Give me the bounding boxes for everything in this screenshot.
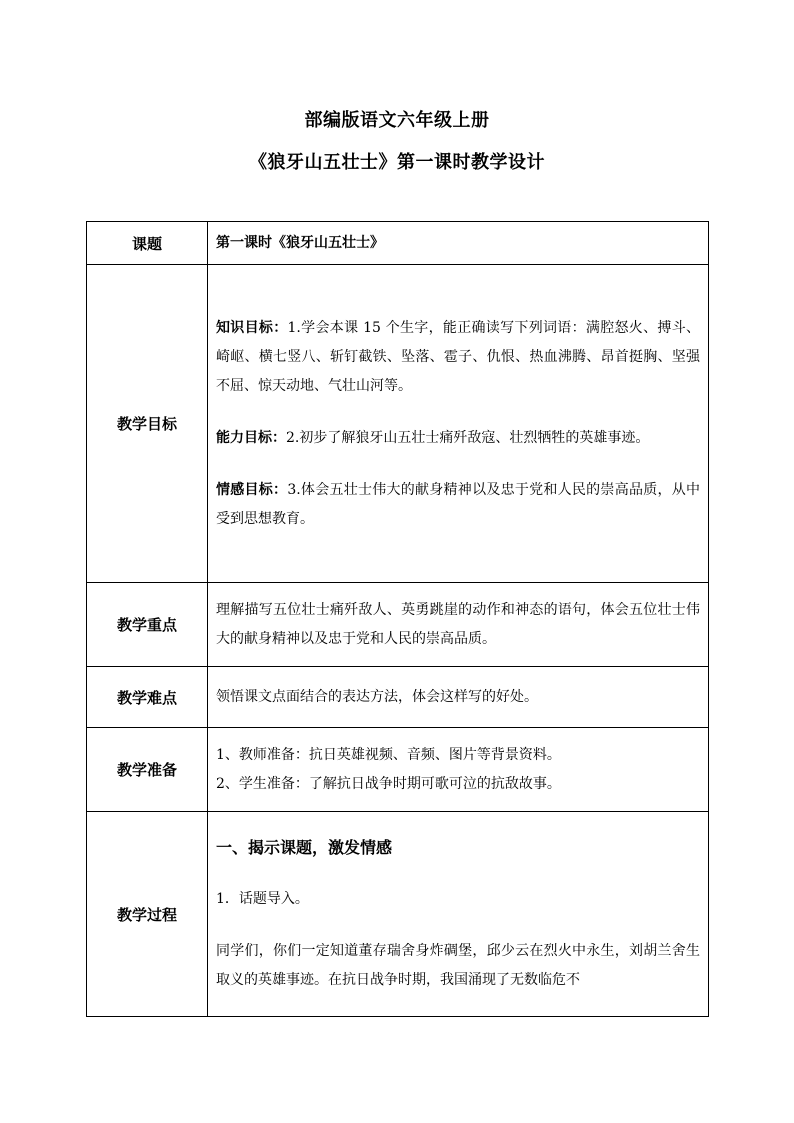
topic-value: 第一课时《狼牙山五壮士》 (208, 222, 709, 265)
lesson-plan-table (86, 221, 709, 1017)
preparation-item-student: 2、学生准备：了解抗日战争时期可歌可泣的抗敌故事。 (216, 775, 561, 792)
process-section-heading: 一、揭示课题，激发情感 (216, 838, 393, 857)
label-goals: 教学目标 (87, 265, 208, 583)
process-step: 1．话题导入。 (216, 891, 309, 907)
label-preparation: 教学准备 (87, 728, 208, 812)
goals-content (208, 265, 709, 583)
emotion-goal-text: 3.体会五壮士伟大的献身精神以及忠于党和人民的崇高品质，从中受到思想教育。 (216, 481, 700, 527)
ability-goal-text: 2.初步了解狼牙山五壮士痛歼敌寇、壮烈牺牲的英雄事迹。 (286, 429, 650, 446)
knowledge-goal (216, 314, 700, 401)
process-content (208, 812, 709, 1017)
preparation-content (208, 728, 709, 812)
preparation-item-teacher: 1、教师准备：抗日英雄视频、音频、图片等背景资料。 (216, 746, 561, 763)
knowledge-goal-head: 知识目标： (216, 319, 288, 336)
knowledge-goal-text: 1.学会本课 15 个生字，能正确读写下列词语：满腔怒火、搏斗、崎岖、横七竖八、斩钉截铁、坠落、雹子、仇恨、热血沸腾、昂首挺胸、坚强不屈、惊天动地、气壮山河等。 (216, 319, 701, 394)
document-title: 部编版语文六年级上册 (304, 110, 490, 131)
ability-goal (216, 424, 700, 453)
ability-goal-head: 能力目标： (216, 429, 286, 446)
difficulties-text: 领悟课文点面结合的表达方法，体会这样写的好处。 (208, 667, 709, 728)
row-topic (87, 222, 709, 265)
row-key-points (87, 583, 709, 667)
document-subtitle: 《狼牙山五壮士》第一课时教学设计 (249, 152, 545, 173)
label-key-points: 教学重点 (87, 583, 208, 667)
row-preparation (87, 728, 709, 812)
key-points-text: 理解描写五位壮士痛歼敌人、英勇跳崖的动作和神态的语句，体会五位壮士伟大的献身精神以及忠于党和人民的崇高品质。 (208, 583, 709, 667)
label-difficulties: 教学难点 (87, 667, 208, 728)
row-process (87, 812, 709, 1017)
emotion-goal (216, 476, 700, 534)
label-topic: 课题 (87, 222, 208, 265)
row-goals (87, 265, 709, 583)
process-paragraph: 同学们，你们一定知道董存瑞舍身炸碉堡，邱少云在烈火中永生，刘胡兰舍生取义的英雄事迹。在抗日战争时期，我国涌现了无数临危不 (216, 943, 700, 988)
label-process: 教学过程 (87, 812, 208, 1017)
emotion-goal-head: 情感目标： (216, 481, 288, 498)
row-difficulties (87, 667, 709, 728)
